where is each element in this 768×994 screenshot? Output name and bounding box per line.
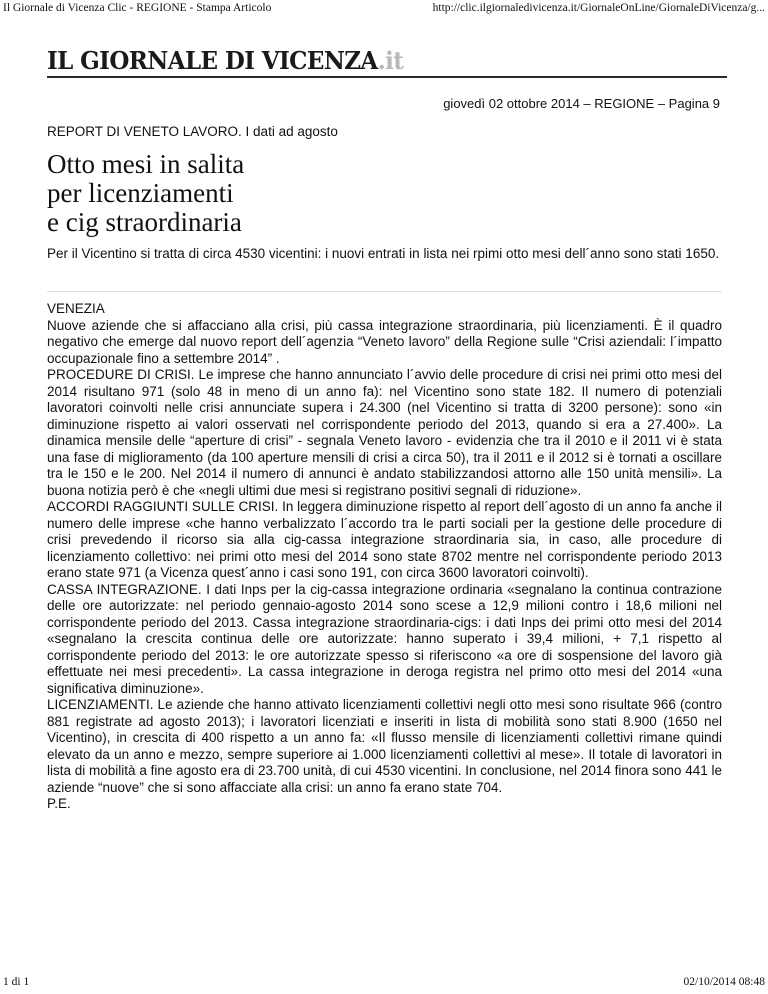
- body-paragraph: CASSA INTEGRAZIONE. I dati Inps per la cig-cassa integrazione ordinaria «segnalano la continua contrazione delle ore autorizzate: nel periodo gennaio-agosto 2014 sono scese a 12,9 milioni contro i 18,6 milioni nel corrispondente periodo del 2013. Cassa integrazione straordinaria-cigs: i dati Inps dei primi otto mesi del 2014 «segnalano la crescita continua delle ore autorizzate: hanno superato i 39,4 milioni, + 7,1 rispetto al corrispondente periodo del 2013: le ore autorizzate spesso si riferiscono «a ore di sospensione del lavoro già effettuate nei mesi precedenti». La cassa integrazione in deroga registra nel primo otto mesi del 2014 «una significativa diminuzione».: [47, 581, 722, 696]
- body-paragraph: PROCEDURE DI CRISI. Le imprese che hanno annunciato l´avvio delle procedure di crisi nei primi otto mesi del 2014 risultano 971 (solo 48 in meno di un anno fa): nel Vicentino sono state 182. Il numero di potenziali lavoratori coinvolti nelle crisi annunciate supera i 24.300 (nel Vicentino si tratta di 3200 persone): sono «in diminuzione rispetto ai valori osservati nel corrispondente periodo del 2013, quando si era a 27.400». La dinamica mensile delle “aperture di crisi” - segnala Veneto lavoro - evidenzia che tra il 2010 e il 2011 vi è stata una fase di miglioramento (da 100 aperture mensili di crisi a circa 50), tra il 2011 e il 2012 si è tornati a oscillare tra le 150 e le 200. Nel 2014 il numero di annunci è andato stabilizzandosi attorno alle 150 unità mensili». La buona notizia però è che «negli ultimi due mesi si registrano positivi segnali di riduzione».: [47, 367, 722, 498]
- print-page-count: 1 di 1: [3, 976, 30, 988]
- article-kicker: REPORT DI VENETO LAVORO. I dati ad agosto: [47, 124, 338, 139]
- newspaper-logo: [47, 48, 403, 75]
- body-paragraph: Nuove aziende che si affacciano alla crisi, più cassa integrazione straordinaria, più licenziamenti. È il quadro negativo che emerge dal nuovo report dell´agenzia “Veneto lavoro” della Regione sulle “Crisi aziendali: l´impatto occupazionale fino a settembre 2014” .: [47, 317, 722, 366]
- masthead: [47, 48, 727, 88]
- logo-suffix: .it: [377, 46, 404, 76]
- headline-line: e cig straordinaria: [47, 207, 242, 237]
- body-paragraph: ACCORDI RAGGIUNTI SULLE CRISI. In leggera diminuzione rispetto al report dell´agosto di un anno fa anche il numero delle imprese «che hanno verbalizzato l´accordo tra le parti sociali per la gestione delle procedure di crisi prevedendo il ricorso sia alla cig-cassa integrazione straordinaria sia, in caso, alle procedure di licenziamento collettivo: nei primi otto mesi del 2014 sono state 8702 mentre nel corrispondente periodo 2013 erano state 971 (a Vicenza quest´anno i casi sono 191, con circa 3600 lavoratori coinvolti).: [47, 499, 722, 580]
- body-paragraph: LICENZIAMENTI. Le aziende che hanno attivato licenziamenti collettivi negli otto mesi sono risultate 966 (contro 881 registrate ad agosto 2013); i lavoratori licenziati e inseriti in lista di mobilità sono stati 8.900 (1650 nel Vicentino), in crescita di 400 rispetto a un anno fa: «Il flusso mensile di licenziamenti collettivi rimane quindi elevato da un anno e mezzo, sempre superiore ai 1.000 licenziamenti collettivi al mese». Il totale di lavoratori in lista di mobilità a fine agosto era di 23.700 unità, di cui 4530 vicentini. In conclusione, nel 2014 finora sono 441 le aziende “nuove” che si sono affacciate alla crisi: un anno fa erano state 704.: [47, 697, 722, 795]
- print-page-url: http://clic.ilgiornaledivicenza.it/GiornaleOnLine/GiornaleDiVicenza/g...: [432, 2, 765, 14]
- headline-line: per licenziamenti: [47, 178, 234, 208]
- masthead-rule: [47, 76, 727, 78]
- print-timestamp: 02/10/2014 08:48: [683, 976, 765, 988]
- print-footer: [3, 976, 765, 992]
- headline-line: Otto mesi in salita: [47, 149, 245, 179]
- print-page-title: Il Giornale di Vicenza Clic - REGIONE - Stampa Articolo: [3, 2, 272, 14]
- article-body: [47, 301, 722, 813]
- dateline: giovedì 02 ottobre 2014 – REGIONE – Pagina 9: [443, 96, 720, 111]
- article-summary: Per il Vicentino si tratta di circa 4530 vicentini: i nuovi entrati in lista nei rpimi otto mesi dell´anno sono stati 1650.: [47, 246, 720, 261]
- body-paragraph: VENEZIA: [47, 301, 105, 316]
- logo-name: IL GIORNALE DI VICENZA: [47, 46, 378, 76]
- article-headline: [47, 150, 467, 237]
- print-header: [3, 2, 765, 18]
- body-paragraph: P.E.: [47, 796, 71, 811]
- summary-divider: [47, 291, 722, 292]
